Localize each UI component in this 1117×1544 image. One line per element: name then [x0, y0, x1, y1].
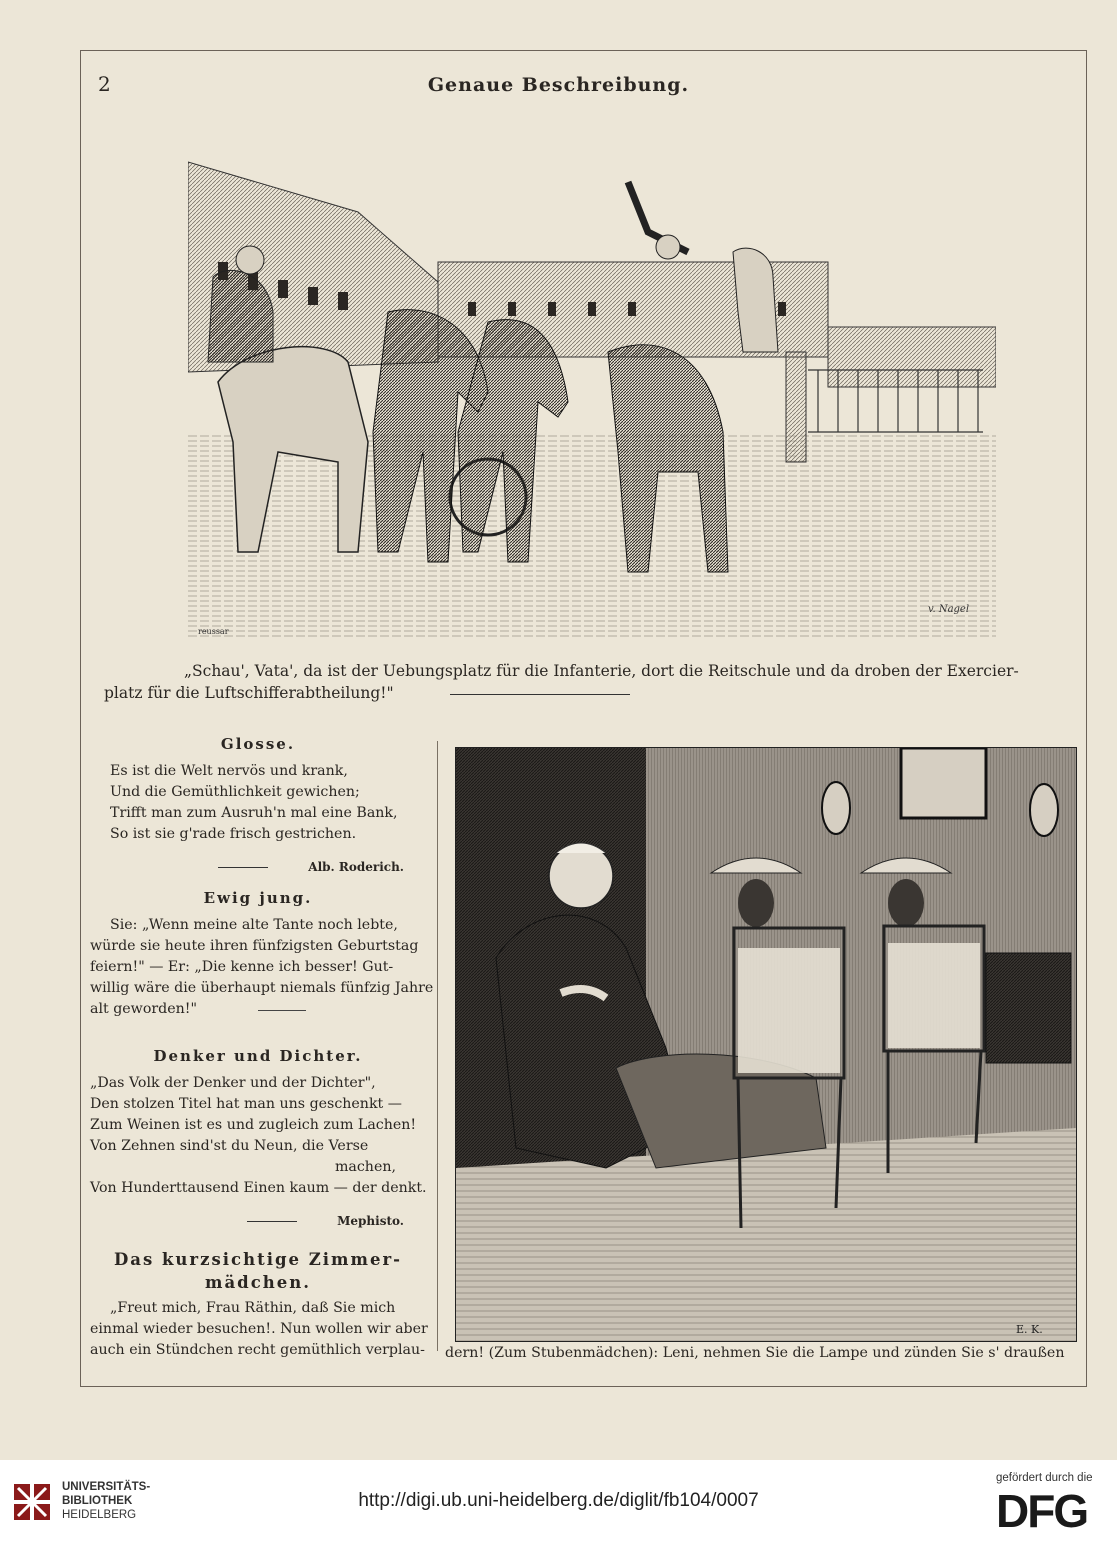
poem-ewig-jung	[90, 888, 434, 1021]
denker-line: Den stolzen Titel hat man uns geschenkt —	[90, 1096, 402, 1112]
ewig-jung-title: Ewig jung.	[203, 889, 313, 907]
glosse-author	[90, 857, 426, 878]
separator-rule	[247, 1221, 297, 1222]
caption-rule	[450, 694, 630, 695]
glosse-line: Und die Gemüthlichkeit gewichen;	[110, 784, 360, 800]
glosse-title: Glosse.	[220, 735, 296, 753]
denker-line: „Das Volk der Denker und der Dichter",	[90, 1075, 376, 1091]
zimmermaedchen-title-2: mädchen.	[205, 1273, 311, 1292]
separator-rule	[218, 867, 268, 868]
library-name-line-2: BIBLIOTHEK	[62, 1495, 133, 1507]
ewig-jung-line: willig wäre die überhaupt niemals fünfzig Jahre	[90, 980, 434, 996]
continuation-line: dern! (Zum Stubenmädchen): Leni, nehmen Sie die Lampe und zünden Sie s' draußen	[445, 1345, 1065, 1361]
story-zimmermaedchen	[90, 1248, 426, 1361]
zimmermaedchen-line: auch ein Stündchen recht gemüthlich verplau-	[90, 1342, 425, 1358]
illustration-sleeping-woman	[455, 747, 1077, 1342]
glosse-line: Es ist die Welt nervös und krank,	[110, 763, 348, 779]
denker-line: Von Hunderttausend Einen kaum — der denkt.	[90, 1180, 427, 1196]
illustration-1-signature-right: v. Nagel	[928, 604, 970, 615]
denker-title: Denker und Dichter.	[153, 1047, 363, 1065]
ewig-jung-line: feiern!" — Er: „Die kenne ich besser! Gut-	[90, 959, 394, 975]
footer-bar	[0, 1460, 1117, 1544]
library-name-line-1: UNIVERSITÄTS-	[62, 1481, 151, 1493]
running-title: Genaue Beschreibung.	[427, 74, 690, 96]
poem-glosse	[90, 734, 426, 890]
denker-line: Von Zehnen sind'st du Neun, die Verse	[90, 1138, 369, 1154]
funding-note: gefördert durch die	[996, 1472, 1093, 1484]
glosse-author-name: Alb. Roderich.	[308, 860, 404, 874]
ewig-jung-line: würde sie heute ihren fünfzigsten Geburtstag	[90, 938, 419, 954]
denker-line: machen,	[334, 1159, 396, 1175]
glosse-line: Trifft man zum Ausruh'n mal eine Bank,	[110, 805, 398, 821]
illustration-1-signature-left: reussar	[198, 627, 229, 636]
denker-author-name: Mephisto.	[337, 1214, 404, 1228]
denker-line: Zum Weinen ist es und zugleich zum Lachen!	[90, 1117, 417, 1133]
caption-line-1: „Schau', Vata', da ist der Uebungsplatz für die Infanterie, dort die Reitschule und da droben der Exercier-	[184, 662, 1019, 680]
denker-author	[90, 1211, 426, 1232]
library-name-line-3: HEIDELBERG	[62, 1509, 137, 1521]
dfg-logo: DFG	[996, 1485, 1088, 1537]
caption-line-2: platz für die Luftschifferabtheilung!"	[104, 684, 394, 702]
ewig-jung-line: alt geworden!"	[90, 1001, 197, 1017]
zimmermaedchen-title-1: Das kurzsichtige Zimmer-	[113, 1250, 403, 1269]
illustration-1-caption	[104, 660, 1064, 704]
column-divider	[437, 741, 438, 1351]
page-number: 2	[98, 72, 111, 96]
illustration-2-signature: E. K.	[1016, 1323, 1043, 1336]
illustration-horses-parade-ground	[188, 112, 996, 640]
permalink-url[interactable]: http://digi.ub.uni-heidelberg.de/diglit/fb104/0007	[358, 1490, 759, 1511]
glosse-line: So ist sie g'rade frisch gestrichen.	[110, 826, 357, 842]
zimmermaedchen-line: „Freut mich, Frau Räthin, daß Sie mich	[110, 1300, 396, 1316]
zimmermaedchen-line: einmal wieder besuchen!. Nun wollen wir aber	[90, 1321, 428, 1337]
ewig-jung-line: Sie: „Wenn meine alte Tante noch lebte,	[110, 917, 398, 933]
separator-rule	[258, 1010, 306, 1011]
poem-denker-und-dichter	[90, 1046, 426, 1244]
